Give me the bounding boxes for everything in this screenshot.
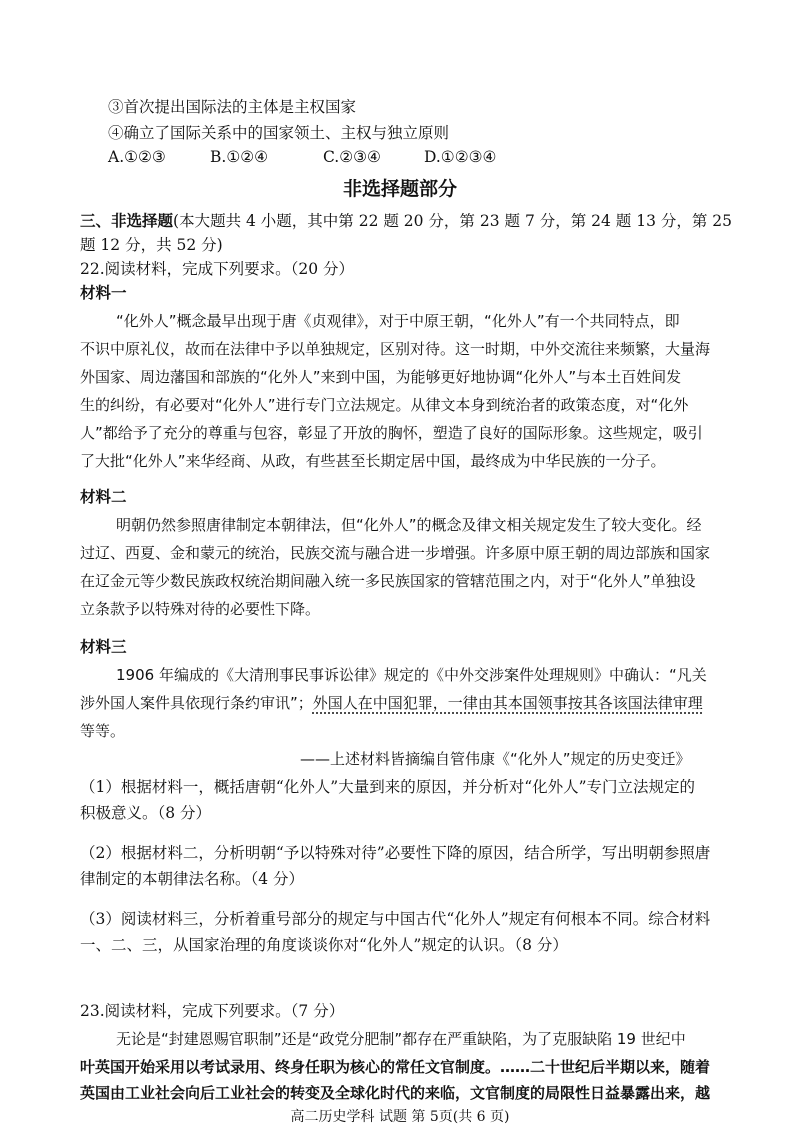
section-intro-text: (本大题共 4 小题，其中第 22 题 20 分，第 23 题 7 分，第 24 题 13 分，第 25 [173, 212, 733, 230]
q23-line: 无论是“封建恩赐官职制”还是“政党分肥制”都存在严重缺陷，为了克服缺陷 19 世纪中 [116, 1030, 686, 1048]
q22-material-1-line: “化外人”概念最早出现于唐《贞观律》，对于中原王朝，“化外人”有一个共同特点，即 [116, 312, 680, 330]
q21-item-4: ④确立了国际关系中的国家领土、主权与独立原则 [108, 124, 450, 142]
q22-sub-1: （1）根据材料一，概括唐朝“化外人”大量到来的原因，并分析对“化外人”专门立法规定的 [80, 778, 696, 796]
q22-material-1-line: 生的纠纷，有必要对“化外人”进行专门立法规定。从律文本身到统治者的政策态度，对“化外 [80, 396, 689, 414]
q21-option-c: C.②③④ [323, 148, 381, 166]
section-title: 非选择题部分 [342, 178, 457, 200]
q22-material-1-title: 材料一 [80, 283, 127, 302]
q22-material-1-line: 外国家、周边藩国和部族的“化外人”来到中国，为能够更好地协调“化外人”与本土百姓间发 [80, 368, 682, 386]
q21-option-b: B.①②④ [210, 148, 269, 166]
q22-sub-3-cont: 一、二、三，从国家治理的角度谈谈你对“化外人”规定的认识。（8 分） [80, 936, 568, 954]
q22-material-3-line [80, 692, 703, 714]
q21-option-a: A.①②③ [108, 148, 166, 166]
q22-material-1-line: 不识中原礼仪，故而在法律中予以单独规定，区别对待。这一时期，中外交流往来频繁，大量海 [80, 340, 711, 358]
page-footer: 高二历史学科 试题 第 5页(共 6 页) [290, 1109, 510, 1125]
q22-sub-3: （3）阅读材料三，分析着重号部分的规定与中国古代“化外人”规定有何根本不同。综合材料 [80, 910, 711, 928]
q22-material-3-line: 1906 年编成的《大清刑事民事诉讼律》规定的《中外交涉案件处理规则》中确认：“凡关 [116, 666, 707, 684]
q22-sub-2: （2）根据材料二，分析明朝“予以特殊对待”必要性下降的原因，结合所学，写出明朝参照唐 [80, 844, 711, 862]
section-intro-line-2: 题 12 分，共 52 分) [80, 236, 223, 254]
q22-material-2-line: 过辽、西夏、金和蒙元的统治，民族交流与融合进一步增强。许多原中原王朝的周边部族和国家 [80, 544, 711, 562]
q22-material-2-title: 材料二 [80, 487, 127, 506]
q22-material-2-line: 立条款予以特殊对待的必要性下降。 [80, 600, 321, 618]
q23-line: 英国由工业社会向后工业社会的转变及全球化时代的来临，文官制度的局限性日益暴露出来，越 [80, 1084, 711, 1102]
q22-material-3-title: 材料三 [80, 637, 127, 656]
q22-source: ——上述材料皆摘编自管伟康《“化外人”规定的历史变迁》 [300, 750, 691, 768]
q23-prompt: 23.阅读材料，完成下列要求。（7 分） [80, 1002, 345, 1020]
q22-material-3-plain: 涉外国人案件具依现行条约审讯”； [80, 694, 313, 712]
q22-sub-1-cont: 积极意义。（8 分） [80, 804, 212, 822]
q22-sub-2-cont: 律制定的本朝律法名称。（4 分） [80, 870, 305, 888]
q22-material-2-line: 在辽金元等少数民族政权统治期间融入统一多民族国家的管辖范围之内，对于“化外人”单独设 [80, 572, 696, 590]
q23-line: 叶英国开始采用以考试录用、终身任职为核心的常任文官制度。……二十世纪后半期以来，随着 [80, 1058, 711, 1076]
q22-prompt: 22.阅读材料，完成下列要求。（20 分） [80, 260, 355, 278]
q21-item-3: ③首次提出国际法的主体是主权国家 [108, 98, 357, 116]
q21-option-d: D.①②③④ [424, 148, 497, 166]
q22-material-1-line: 人”都给予了充分的尊重与包容，彰显了开放的胸怀，塑造了良好的国际形象。这些规定，吸引 [80, 424, 703, 442]
section-intro-line-1 [80, 210, 732, 232]
q22-material-1-line: 了大批“化外人”来华经商、从政，有些甚至长期定居中国，最终成为中华民族的一分子。 [80, 452, 666, 470]
q22-material-3-line: 等等。 [80, 722, 126, 740]
q22-material-3-emphasis: 外国人在中国犯罪，一律由其本国领事按其各该国法律审理 [312, 694, 703, 712]
q22-material-2-line: 明朝仍然参照唐律制定本朝律法，但“化外人”的概念及律文相关规定发生了较大变化。经 [116, 516, 702, 534]
section-intro-label: 三、非选择题 [80, 211, 174, 230]
